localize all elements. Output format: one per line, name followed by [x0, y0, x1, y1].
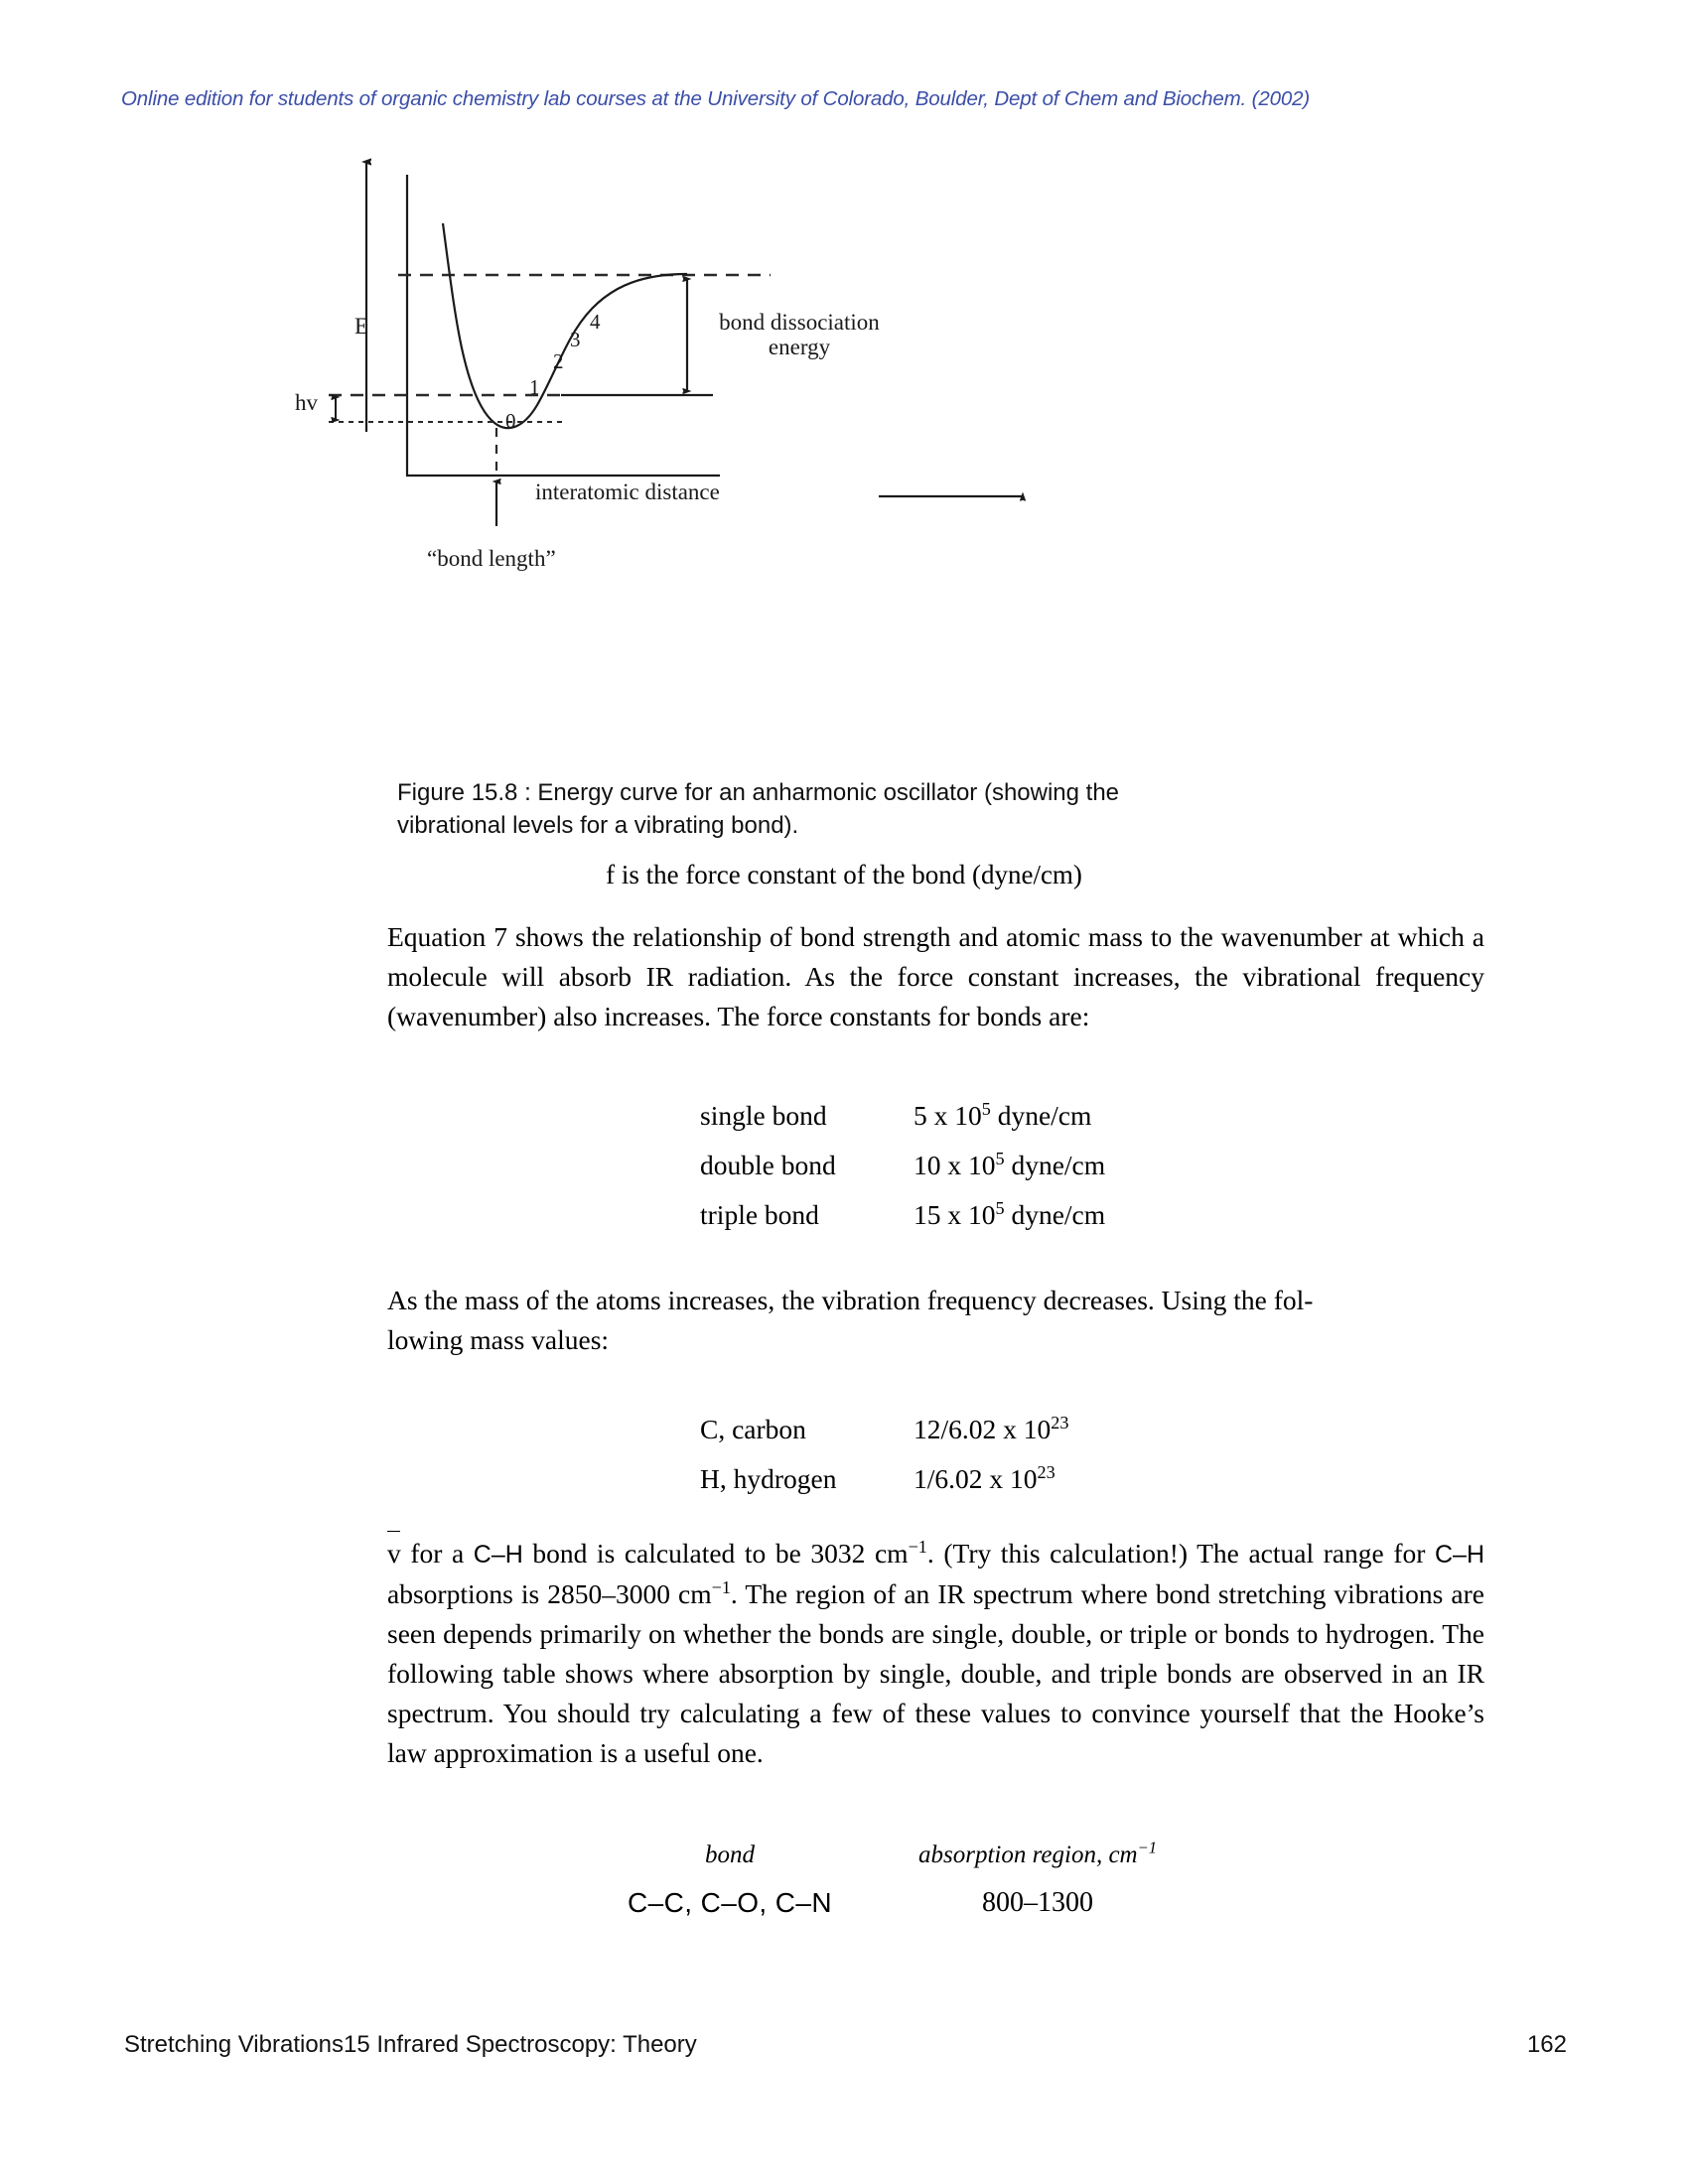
force-constant-note: f is the force constant of the bond (dyne/cm) [606, 860, 1082, 889]
ch-seg-5: . The region of an IR spectrum where bond stretching vibrations are seen depends primarily on whether the bonds are single, double, or triple or bonds to hydrogen. The following table shows where absorption by single, double, and triple bonds are observed in an IR spectrum. You should try calculating a few of these values to convince yourself that the Hooke’s law approximation is a useful one. [387, 1578, 1484, 1768]
force-constant-value [914, 1199, 1105, 1231]
bond-type-label: triple bond [700, 1199, 819, 1230]
force-constant-value [914, 1150, 1105, 1181]
absorption-region-table [596, 1838, 1211, 1935]
value-mantissa: 1/6.02 x 10 [914, 1463, 1038, 1494]
paragraph-equation-7 [387, 917, 1484, 1036]
energy-curve-figure [295, 149, 1390, 571]
morse-curve [443, 223, 687, 428]
value-exponent: 5 [995, 1197, 1005, 1218]
value-mantissa: 15 x 10 [914, 1199, 996, 1230]
bond-type-label: single bond [700, 1100, 827, 1131]
value-exponent: 5 [995, 1148, 1005, 1168]
ch-seg-1: for a [400, 1538, 474, 1569]
value-exponent: 23 [1051, 1412, 1069, 1433]
bond-dissociation-energy-label-line1: bond dissociation [719, 310, 880, 335]
bond-length-label: “bond length” [427, 546, 556, 571]
force-constant-value [914, 1100, 1091, 1132]
running-header: Online edition for students of organic chemistry lab courses at the University of Colorado, Boulder, Dept of Chem and Biochem. (2002) [121, 87, 1311, 110]
photon-energy-label: hv [295, 390, 318, 415]
ch-exponent-1: −1 [908, 1536, 927, 1557]
mass-values-list [700, 1414, 1068, 1513]
value-units: dyne/cm [1004, 1199, 1106, 1230]
interatomic-distance-label: interatomic distance [535, 479, 720, 504]
value-exponent: 23 [1037, 1461, 1055, 1482]
ch-exponent-2: −1 [711, 1576, 731, 1597]
energy-axis-label: E [354, 314, 369, 339]
column-header-absorption-region [864, 1838, 1211, 1887]
footer-running-title: Stretching Vibrations15 Infrared Spectroscopy: Theory [124, 2031, 697, 2058]
ch-seg-3: . (Try this calculation!) The actual range for [926, 1538, 1435, 1569]
vibrational-level-3-label: 3 [570, 328, 581, 351]
atom-mass-value [914, 1463, 1055, 1495]
vibrational-level-1-label: 1 [529, 375, 540, 399]
footer-page-number: 162 [1526, 2031, 1567, 2058]
value-mantissa: 12/6.02 x 10 [914, 1414, 1052, 1444]
atom-label: C, carbon [700, 1414, 806, 1444]
table-row [596, 1887, 1211, 1935]
paragraph-mass-values-line-2: lowing mass values: [387, 1324, 610, 1355]
bond-type-label: double bond [700, 1150, 836, 1180]
atom-label: H, hydrogen [700, 1463, 837, 1494]
paragraph-mass-values [387, 1281, 1484, 1360]
paragraph-ch-wavenumber [387, 1534, 1484, 1773]
vibrational-level-0-label: 0 [505, 409, 516, 433]
bond-label-ch-2: C–H [1434, 1541, 1484, 1569]
bond-label-ch-1: C–H [473, 1541, 523, 1569]
force-constant-row [700, 1100, 1105, 1150]
figure-caption: Figure 15.8 : Energy curve for an anharmonic oscillator (showing the vibrational levels for a vibrating bond). [397, 779, 1120, 839]
nu-bar-symbol: v [387, 1534, 401, 1573]
bond-dissociation-energy-label-line2: energy [768, 335, 831, 359]
value-exponent: 5 [981, 1098, 991, 1119]
value-mantissa: 10 x 10 [914, 1150, 996, 1180]
ch-seg-2: bond is calculated to be 3032 cm [522, 1538, 909, 1569]
value-mantissa: 5 x 10 [914, 1100, 982, 1131]
table-header-row [596, 1838, 1211, 1887]
value-units: dyne/cm [990, 1100, 1092, 1131]
value-units: dyne/cm [1004, 1150, 1106, 1180]
cell-absorption-region: 800–1300 [982, 1887, 1093, 1918]
column-header-text: absorption region, cm [918, 1842, 1138, 1868]
vibrational-level-4-label: 4 [590, 310, 601, 334]
force-constant-row [700, 1150, 1105, 1199]
cell-bond: C–C, C–O, C–N [628, 1887, 832, 1918]
atom-mass-value [914, 1414, 1068, 1445]
force-constant-row [700, 1199, 1105, 1249]
mass-value-row [700, 1414, 1068, 1463]
force-constants-list [700, 1100, 1105, 1249]
column-header-exponent: −1 [1137, 1838, 1157, 1857]
mass-value-row [700, 1463, 1068, 1513]
column-header-bond: bond [705, 1842, 755, 1868]
vibrational-level-2-label: 2 [553, 349, 564, 373]
paragraph-equation-7-text: Equation 7 shows the relationship of bond strength and atomic mass to the wavenumber at which a molecule will absorb IR radiation. As the force constant increases, the vibrational frequency (wavenumber) also increases. The force constants for bonds are: [387, 921, 1484, 1031]
ch-seg-4: absorptions is 2850–3000 cm [387, 1578, 712, 1609]
paragraph-mass-values-line-1: As the mass of the atoms increases, the vibration frequency decreases. Using the fol- [387, 1285, 1314, 1315]
